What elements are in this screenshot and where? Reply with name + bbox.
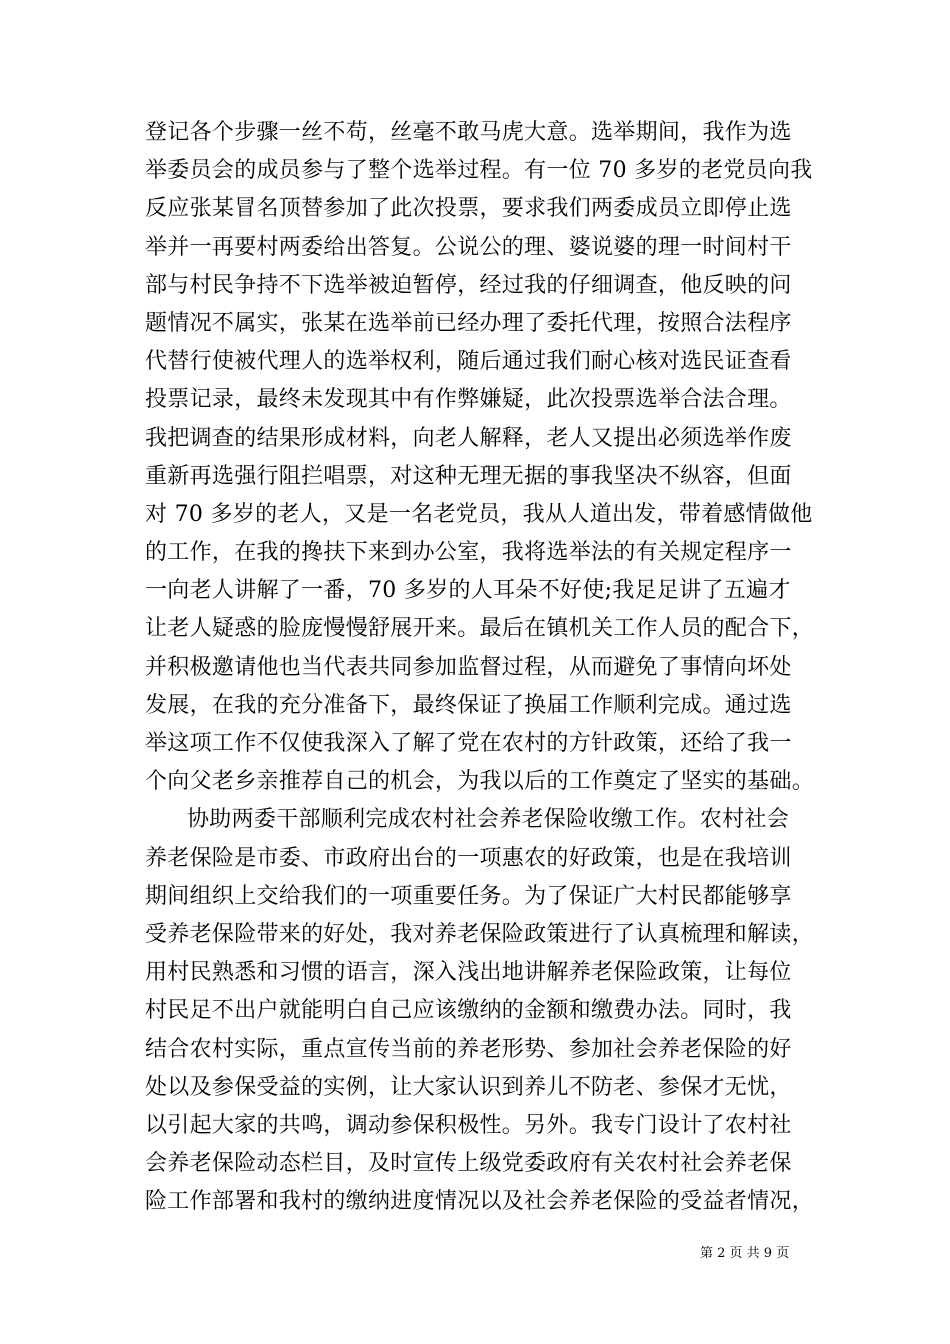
text-line: 我把调查的结果形成材料，向老人解释，老人又提出必须选举作废 [145,425,792,451]
text-line: 养老保险是市委、市政府出台的一项惠农的好政策，也是在我培训 [145,845,792,871]
text-line: 部与村民争持不下选举被迫暂停，经过我的仔细调查，他反映的问 [145,272,792,298]
text-line: 并积极邀请他也当代表共同参加监督过程，从而避免了事情向坏处 [145,654,792,680]
text-line: 重新再选强行阻拦唱票，对这种无理无据的事我坚决不纵容，但面 [145,463,792,489]
text-line: 受养老保险带来的好处，我对养老保险政策进行了认真梳理和解读， [145,921,815,947]
text-line: 村民足不出户就能明白自己应该缴纳的金额和缴费办法。同时，我 [145,998,792,1024]
document-body [145,114,815,1221]
text-line: 个向父老乡亲推荐自己的机会，为我以后的工作奠定了坚实的基础。 [145,769,815,795]
text-line: 险工作部署和我村的缴纳进度情况以及社会养老保险的受益者情况， [145,1189,815,1215]
text-line: 让老人疑惑的脸庞慢慢舒展开来。最后在镇机关工作人员的配合下， [145,616,815,642]
text-line: 用村民熟悉和习惯的语言，深入浅出地讲解养老保险政策，让每位 [145,960,792,986]
text-line: 处以及参保受益的实例，让大家认识到养儿不防老、参保才无忧， [145,1074,792,1100]
text-line: 期间组织上交给我们的一项重要任务。为了保证广大村民都能够享 [145,883,792,909]
text-line: 题情况不属实，张某在选举前已经办理了委托代理，按照合法程序 [145,310,792,336]
text-line: 的工作，在我的搀扶下来到办公室，我将选举法的有关规定程序一 [145,540,792,566]
text-line: 反应张某冒名顶替参加了此次投票，要求我们两委成员立即停止选 [145,196,792,222]
text-line: 以引起大家的共鸣，调动参保积极性。另外。我专门设计了农村社 [145,1112,792,1138]
text-line: 代替行使被代理人的选举权利，随后通过我们耐心核对选民证查看 [145,349,792,375]
text-line: 会养老保险动态栏目，及时宣传上级党委政府有关农村社会养老保 [145,1151,792,1177]
text-line: 结合农村实际，重点宣传当前的养老形势、参加社会养老保险的好 [145,1036,792,1062]
paragraph-start-line: 协助两委干部顺利完成农村社会养老保险收缴工作。农村社会 [187,807,790,833]
text-line: 发展，在我的充分准备下，最终保证了换届工作顺利完成。通过选 [145,692,792,718]
text-line: 一向老人讲解了一番，70 多岁的人耳朵不好使;我足足讲了五遍才 [145,578,791,604]
text-line: 对 70 多岁的老人，又是一名老党员，我从人道出发，带着感情做他 [145,501,813,527]
text-line: 投票记录，最终未发现其中有作弊嫌疑，此次投票选举合法合理。 [145,387,792,413]
text-line: 举并一再要村两委给出答复。公说公的理、婆说婆的理一时间村干 [145,234,792,260]
page-number: 第 2 页 共 9 页 [700,1246,790,1261]
text-line: 举委员会的成员参与了整个选举过程。有一位 70 多岁的老党员向我 [145,158,813,184]
text-line: 登记各个步骤一丝不苟，丝毫不敢马虎大意。选举期间，我作为选 [145,120,792,145]
text-line: 举这项工作不仅使我深入了解了党在农村的方针政策，还给了我一 [145,731,792,756]
